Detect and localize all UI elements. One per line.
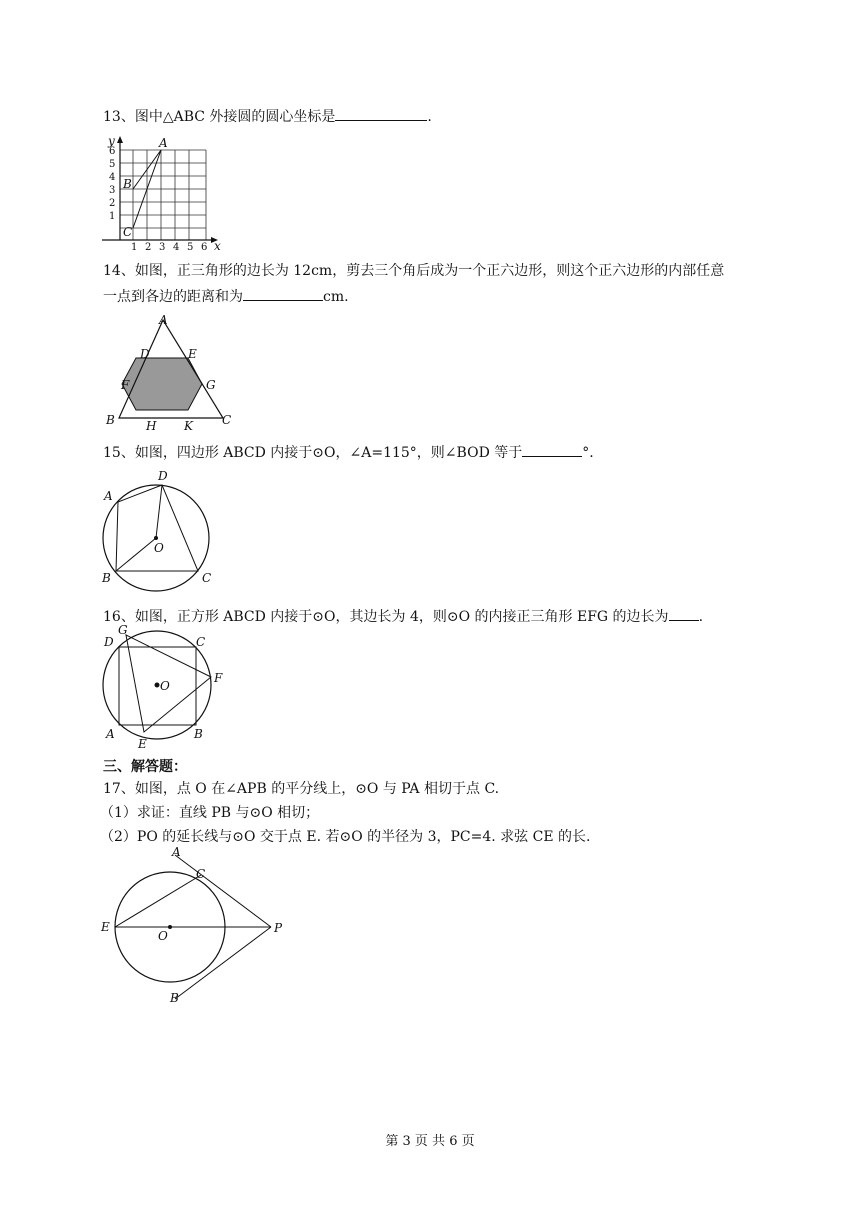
q16-answer-blank[interactable] (669, 606, 699, 621)
fig15-point-c: C (202, 571, 212, 585)
q14-line2: 一点到各边的距离和为 cm. (103, 286, 349, 306)
q13-text: 13、图中△ABC 外接圆的圆心坐标是 (103, 109, 336, 125)
fig16-point-o: O (160, 679, 170, 693)
fig14-point-k: K (184, 419, 193, 433)
fig14-point-a: A (159, 313, 168, 327)
fig13-y-axis-label: y (108, 134, 115, 148)
fig17-point-c: C (196, 867, 206, 881)
fig17-point-o: O (158, 929, 168, 943)
q16-line: 16、如图，正方形 ABCD 内接于⊙O，其边长为 4，则⊙O 的内接正三角形 EFG 的边长为 . (103, 606, 703, 626)
figure-14-triangle-hexagon (102, 314, 242, 434)
fig14-point-f: F (121, 378, 130, 392)
fig13-x-tick: 2 (145, 242, 152, 253)
q13-line: 13、图中△ABC 外接圆的圆心坐标是 . (103, 106, 432, 126)
fig15-point-d: D (158, 469, 168, 483)
fig14-point-g: G (206, 378, 216, 392)
fig13-x-tick: 4 (173, 242, 180, 253)
figure-17-tangent-circle (98, 846, 298, 1006)
q16-text: 16、如图，正方形 ABCD 内接于⊙O，其边长为 4，则⊙O 的内接正三角形 EFG 的边长为 (103, 609, 669, 625)
fig15-point-b: B (102, 571, 111, 585)
q17-line: 17、如图，点 O 在∠APB 的平分线上，⊙O 与 PA 相切于点 C. (103, 781, 500, 797)
fig16-point-a: A (106, 727, 115, 741)
figure-16-square-triangle (100, 622, 240, 752)
q14-line1: 14、如图，正三角形的边长为 12cm，剪去三个角后成为一个正六边形，则这个正六边形的内部任意 (103, 263, 725, 279)
q17-part2: （2）PO 的延长线与⊙O 交于点 E. 若⊙O 的半径为 3，PC=4. 求弦 CE 的长. (100, 829, 591, 845)
fig14-point-d: D (140, 347, 150, 361)
q17-part1: （1）求证：直线 PB 与⊙O 相切； (100, 805, 320, 821)
fig14-point-e: E (188, 347, 197, 361)
fig13-y-tick: 6 (109, 146, 116, 157)
fig16-point-f: F (214, 671, 223, 685)
fig15-point-o: O (154, 541, 164, 555)
fig14-point-c: C (222, 413, 232, 427)
figure-13-coordinate-grid (100, 136, 230, 256)
fig17-point-p: P (274, 921, 283, 935)
fig13-x-tick: 6 (201, 242, 208, 253)
fig16-point-g: G (118, 623, 128, 637)
fig13-point-a: A (159, 136, 168, 150)
fig16-point-c: C (196, 635, 206, 649)
fig14-point-h: H (146, 419, 157, 433)
section-heading: 三、解答题： (103, 759, 187, 775)
fig13-point-c: C (123, 225, 133, 239)
fig13-y-tick: 4 (109, 172, 116, 183)
fig13-x-tick: 3 (159, 242, 166, 253)
fig17-point-b: B (170, 991, 179, 1005)
fig17-point-a: A (172, 845, 181, 859)
fig14-point-b: B (106, 413, 115, 427)
fig13-y-tick: 1 (109, 211, 116, 222)
q15-answer-blank[interactable] (522, 442, 582, 457)
q15-line: 15、如图，四边形 ABCD 内接于⊙O，∠A=115°，则∠BOD 等于 °. (103, 442, 594, 462)
fig13-x-axis-label: x (214, 239, 221, 253)
fig13-point-b: B (123, 177, 132, 191)
fig17-point-e: E (101, 920, 110, 934)
q15-text: 15、如图，四边形 ABCD 内接于⊙O，∠A=115°，则∠BOD 等于 (103, 445, 523, 461)
q13-answer-blank[interactable] (335, 106, 427, 121)
fig13-y-tick: 5 (109, 159, 116, 170)
fig15-point-a: A (104, 489, 113, 503)
fig13-x-tick: 1 (131, 242, 138, 253)
fig16-point-d: D (104, 635, 114, 649)
page-footer: 第 3 页 共 6 页 (385, 1134, 475, 1149)
fig13-y-tick: 2 (109, 198, 116, 209)
fig13-y-tick: 3 (109, 185, 116, 196)
fig16-point-e: E (138, 737, 147, 751)
figure-15-cyclic-quadrilateral (98, 468, 228, 598)
q14-answer-blank[interactable] (243, 286, 323, 301)
fig16-point-b: B (194, 727, 203, 741)
fig13-x-tick: 5 (187, 242, 194, 253)
